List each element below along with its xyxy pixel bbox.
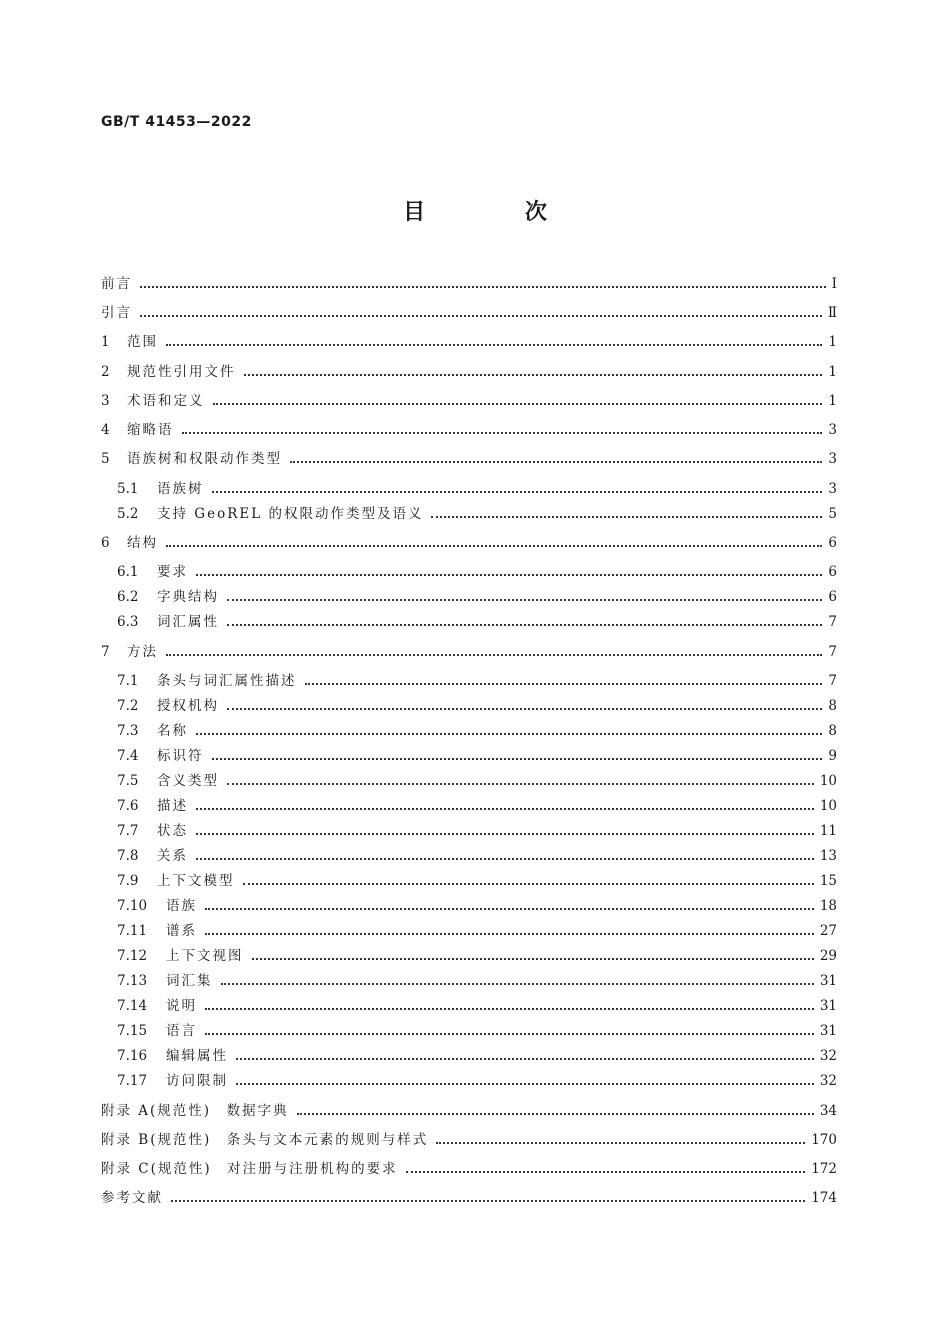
toc-entry[interactable] bbox=[117, 768, 837, 794]
toc-entry-number: 4 bbox=[101, 422, 110, 438]
toc-entry-label: 名称 bbox=[157, 723, 188, 739]
toc-entry-label: 参考文献 bbox=[101, 1190, 163, 1206]
toc-entry-label: 附录 A(规范性) 数据字典 bbox=[101, 1103, 289, 1119]
toc-entry-page: 3 bbox=[828, 451, 837, 467]
toc-entry-page: 6 bbox=[828, 535, 837, 551]
toc-dot-leader bbox=[196, 833, 814, 835]
toc-entry-label: 谱系 bbox=[166, 923, 197, 939]
toc-dot-leader bbox=[205, 1008, 814, 1010]
toc-entry-page: 6 bbox=[828, 589, 837, 605]
toc-entry[interactable] bbox=[117, 1043, 837, 1069]
toc-entry-label: 说明 bbox=[166, 998, 197, 1014]
toc-entry[interactable] bbox=[101, 1156, 837, 1182]
toc-dot-leader bbox=[213, 403, 823, 405]
toc-dot-leader bbox=[182, 432, 823, 434]
toc-entry-number: 7.15 bbox=[117, 1023, 148, 1039]
toc-entry[interactable] bbox=[117, 993, 837, 1019]
toc-entry-page: 170 bbox=[811, 1132, 837, 1148]
toc-entry-label: 语族 bbox=[166, 898, 197, 914]
toc-entry[interactable] bbox=[117, 668, 837, 694]
toc-entry-number: 7.12 bbox=[117, 948, 148, 964]
toc-entry-page: 172 bbox=[811, 1161, 837, 1177]
standard-code: GB/T 41453—2022 bbox=[101, 114, 252, 130]
toc-entry-label: 前言 bbox=[101, 276, 132, 292]
toc-entry[interactable] bbox=[117, 609, 837, 635]
toc-dot-leader bbox=[227, 783, 814, 785]
toc-entry[interactable] bbox=[117, 584, 837, 610]
toc-entry-page: 32 bbox=[819, 1073, 837, 1089]
toc-entry-label: 词汇集 bbox=[166, 973, 213, 989]
toc-entry-number: 6.1 bbox=[117, 564, 139, 580]
toc-entry-label: 附录 B(规范性) 条头与文本元素的规则与样式 bbox=[101, 1132, 429, 1148]
toc-entry-label: 上下文视图 bbox=[166, 948, 244, 964]
toc-entry[interactable] bbox=[101, 388, 837, 414]
toc-entry-label: 描述 bbox=[157, 798, 188, 814]
toc-entry[interactable] bbox=[101, 446, 837, 472]
toc-entry[interactable] bbox=[117, 693, 837, 719]
toc-dot-leader bbox=[236, 1083, 814, 1085]
toc-entry-number: 7.8 bbox=[117, 848, 139, 864]
toc-entry-page: 5 bbox=[828, 506, 837, 522]
toc-entry[interactable] bbox=[117, 968, 837, 994]
toc-entry-label: 语族树 bbox=[157, 481, 204, 497]
toc-dot-leader bbox=[436, 1142, 805, 1144]
toc-entry[interactable] bbox=[117, 1018, 837, 1044]
toc-entry[interactable] bbox=[117, 893, 837, 919]
toc-entry-page: 10 bbox=[819, 773, 837, 789]
toc-dot-leader bbox=[205, 1033, 814, 1035]
page-title: 目 次 bbox=[403, 200, 593, 225]
toc-entry-page: 18 bbox=[819, 898, 837, 914]
toc-entry-label: 状态 bbox=[157, 823, 188, 839]
toc-dot-leader bbox=[406, 1171, 806, 1173]
toc-entry-label: 上下文模型 bbox=[157, 873, 235, 889]
toc-entry-page: 13 bbox=[819, 848, 837, 864]
toc-entry[interactable] bbox=[101, 1185, 837, 1211]
toc-entry[interactable] bbox=[101, 329, 837, 355]
toc-entry-page: 31 bbox=[819, 1023, 837, 1039]
toc-entry-page: 34 bbox=[819, 1103, 837, 1119]
toc-entry[interactable] bbox=[101, 359, 837, 385]
toc-entry-label: 编辑属性 bbox=[166, 1048, 228, 1064]
toc-dot-leader bbox=[290, 461, 822, 463]
toc-dot-leader bbox=[305, 683, 823, 685]
toc-entry-number: 7.17 bbox=[117, 1073, 148, 1089]
toc-entry-page: 27 bbox=[819, 923, 837, 939]
toc-entry-label: 支持 GeoREL 的权限动作类型及语义 bbox=[157, 506, 424, 522]
toc-entry-page: 7 bbox=[828, 614, 837, 630]
toc-entry-page: 6 bbox=[828, 564, 837, 580]
toc-entry-page: 31 bbox=[819, 973, 837, 989]
toc-entry-label: 授权机构 bbox=[157, 698, 219, 714]
toc-entry-label: 附录 C(规范性) 对注册与注册机构的要求 bbox=[101, 1161, 398, 1177]
toc-entry-number: 7.3 bbox=[117, 723, 139, 739]
toc-entry[interactable] bbox=[101, 530, 837, 556]
toc-entry-label: 规范性引用文件 bbox=[127, 364, 236, 380]
toc-dot-leader bbox=[212, 491, 823, 493]
toc-entry-page: 31 bbox=[819, 998, 837, 1014]
toc-entry-number: 7.7 bbox=[117, 823, 139, 839]
toc-entry-number: 7.13 bbox=[117, 973, 148, 989]
toc-entry-label: 词汇属性 bbox=[157, 614, 219, 630]
toc-entry-page: 3 bbox=[828, 422, 837, 438]
toc-dot-leader bbox=[166, 344, 822, 346]
toc-dot-leader bbox=[140, 286, 826, 288]
toc-entry[interactable] bbox=[101, 300, 837, 326]
toc-entry[interactable] bbox=[117, 1068, 837, 1094]
toc-dot-leader bbox=[212, 758, 823, 760]
toc-dot-leader bbox=[166, 654, 822, 656]
toc-entry-page: 15 bbox=[819, 873, 837, 889]
toc-entry[interactable] bbox=[101, 271, 837, 297]
toc-entry[interactable] bbox=[101, 1098, 837, 1124]
toc-entry-number: 5.2 bbox=[117, 506, 139, 522]
toc-entry[interactable] bbox=[117, 501, 837, 527]
toc-entry-number: 7.2 bbox=[117, 698, 139, 714]
toc-dot-leader bbox=[196, 733, 822, 735]
toc-dot-leader bbox=[227, 708, 822, 710]
toc-dot-leader bbox=[196, 808, 814, 810]
toc-entry-label: 字典结构 bbox=[157, 589, 219, 605]
toc-dot-leader bbox=[196, 574, 822, 576]
toc-entry[interactable] bbox=[101, 639, 837, 665]
toc-entry-page: 3 bbox=[828, 481, 837, 497]
toc-entry-label: 访问限制 bbox=[166, 1073, 228, 1089]
toc-entry-page: Ⅰ bbox=[831, 276, 837, 292]
toc-entry-label: 要求 bbox=[157, 564, 188, 580]
toc-entry[interactable] bbox=[117, 943, 837, 969]
toc-dot-leader bbox=[227, 599, 822, 601]
toc-dot-leader bbox=[236, 1058, 814, 1060]
toc-entry-number: 5.1 bbox=[117, 481, 139, 497]
toc-dot-leader bbox=[244, 374, 823, 376]
toc-entry-number: 6.3 bbox=[117, 614, 139, 630]
toc-entry-number: 7.4 bbox=[117, 748, 139, 764]
toc-entry-number: 3 bbox=[101, 393, 110, 409]
toc-dot-leader bbox=[252, 958, 814, 960]
toc-dot-leader bbox=[243, 883, 814, 885]
toc-entry-label: 关系 bbox=[157, 848, 188, 864]
toc-entry-label: 语言 bbox=[166, 1023, 197, 1039]
toc-entry[interactable] bbox=[117, 476, 837, 502]
toc-entry-page: 1 bbox=[828, 393, 837, 409]
toc-entry[interactable] bbox=[117, 718, 837, 744]
toc-entry[interactable] bbox=[117, 868, 837, 894]
toc-entry-number: 7 bbox=[101, 644, 110, 660]
toc-entry-page: 8 bbox=[828, 698, 837, 714]
toc-entry-number: 5 bbox=[101, 451, 110, 467]
toc-entry-number: 7.14 bbox=[117, 998, 148, 1014]
toc-entry-number: 7.11 bbox=[117, 923, 148, 939]
toc-dot-leader bbox=[297, 1113, 814, 1115]
toc-entry-page: 29 bbox=[819, 948, 837, 964]
toc-entry-page: 32 bbox=[819, 1048, 837, 1064]
toc-dot-leader bbox=[205, 933, 814, 935]
toc-entry-number: 1 bbox=[101, 334, 110, 350]
toc-entry[interactable] bbox=[117, 559, 837, 585]
toc-entry-page: 11 bbox=[819, 823, 837, 839]
toc-entry-label: 范围 bbox=[127, 334, 158, 350]
toc-entry-label: 结构 bbox=[127, 535, 158, 551]
toc-dot-leader bbox=[171, 1200, 805, 1202]
toc-entry-number: 7.6 bbox=[117, 798, 139, 814]
toc-entry-page: 7 bbox=[828, 644, 837, 660]
toc-entry-label: 含义类型 bbox=[157, 773, 219, 789]
toc-entry-page: Ⅱ bbox=[827, 305, 837, 321]
toc-entry-page: 1 bbox=[828, 364, 837, 380]
toc-entry-label: 条头与词汇属性描述 bbox=[157, 673, 297, 689]
toc-dot-leader bbox=[205, 908, 814, 910]
toc-entry-number: 7.9 bbox=[117, 873, 139, 889]
toc-entry[interactable] bbox=[101, 1127, 837, 1153]
toc-entry-number: 7.1 bbox=[117, 673, 139, 689]
toc-entry[interactable] bbox=[101, 417, 837, 443]
toc-entry[interactable] bbox=[117, 843, 837, 869]
toc-entry-number: 7.10 bbox=[117, 898, 148, 914]
toc-entry[interactable] bbox=[117, 918, 837, 944]
toc-dot-leader bbox=[431, 516, 822, 518]
toc-entry-label: 引言 bbox=[101, 305, 132, 321]
toc-entry-label: 方法 bbox=[127, 644, 158, 660]
toc-entry-label: 语族树和权限动作类型 bbox=[127, 451, 282, 467]
toc-dot-leader bbox=[227, 624, 822, 626]
toc-entry-number: 7.16 bbox=[117, 1048, 148, 1064]
toc-entry-page: 174 bbox=[811, 1190, 837, 1206]
toc-entry-number: 6.2 bbox=[117, 589, 139, 605]
toc-entry[interactable] bbox=[117, 818, 837, 844]
toc-entry-label: 标识符 bbox=[157, 748, 204, 764]
toc-entry-label: 术语和定义 bbox=[127, 393, 205, 409]
toc-dot-leader bbox=[196, 858, 814, 860]
toc-entry[interactable] bbox=[117, 793, 837, 819]
toc-entry-page: 8 bbox=[828, 723, 837, 739]
toc-entry-page: 10 bbox=[819, 798, 837, 814]
toc-entry-page: 1 bbox=[828, 334, 837, 350]
toc-dot-leader bbox=[166, 545, 822, 547]
toc-entry-label: 缩略语 bbox=[127, 422, 174, 438]
toc-entry-number: 7.5 bbox=[117, 773, 139, 789]
toc-dot-leader bbox=[221, 983, 814, 985]
toc-dot-leader bbox=[140, 315, 822, 317]
toc-entry-page: 7 bbox=[828, 673, 837, 689]
toc-entry-page: 9 bbox=[828, 748, 837, 764]
toc-entry[interactable] bbox=[117, 743, 837, 769]
toc-entry-number: 6 bbox=[101, 535, 110, 551]
toc-entry-number: 2 bbox=[101, 364, 110, 380]
